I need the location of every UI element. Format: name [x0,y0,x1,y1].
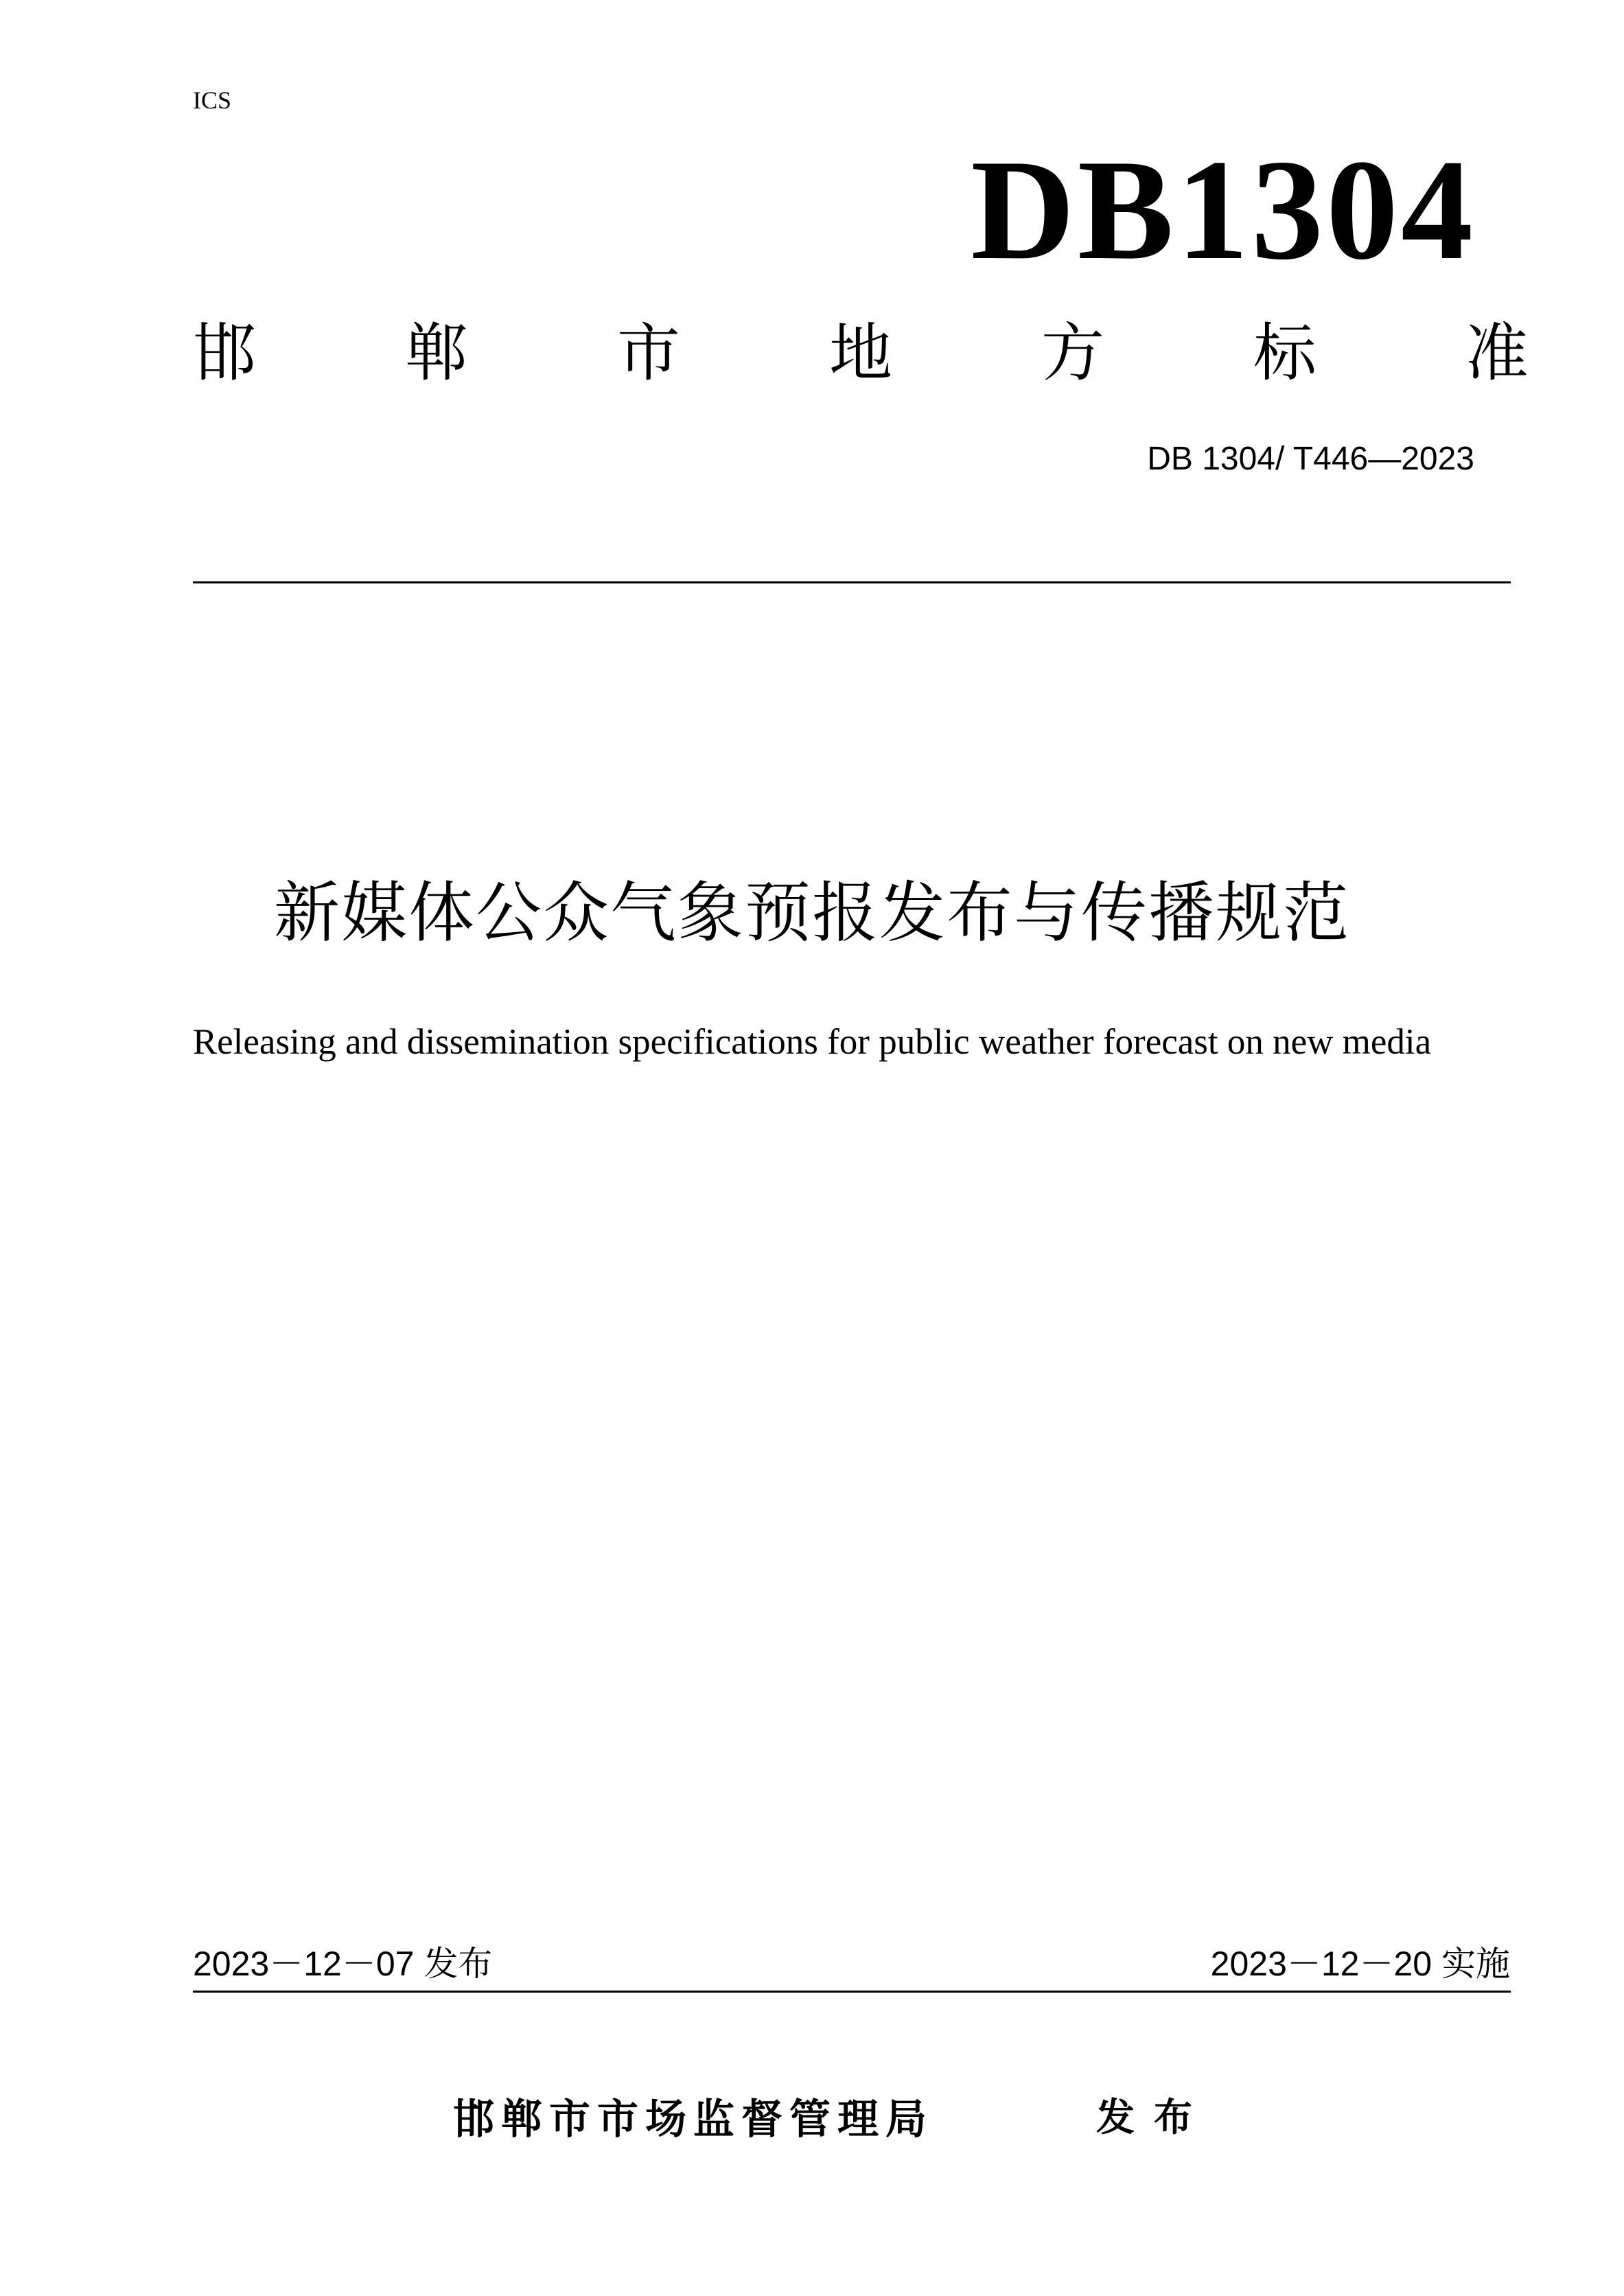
document-title-chinese: 新媒体公众气象预报发布与传播规范 [274,874,1350,951]
ics-label: ICS [193,86,232,114]
top-divider [193,581,1511,583]
standard-number: DB 1304/ T446—2023 [1147,441,1474,477]
standard-code: DB1304 [971,130,1476,290]
document-title-english: Releasing and dissemination specifications for public weather forecast on new media [192,1022,1432,1062]
standard-type-char: 标 [1253,316,1316,390]
standard-type-char: 地 [828,316,892,390]
standard-type-char: 准 [1465,316,1529,390]
standard-type-char: 市 [616,316,680,390]
standard-type-char: 邯 [193,316,257,390]
standard-type-char: 方 [1041,316,1104,390]
standard-type-char: 郸 [404,316,468,390]
bottom-divider [193,1991,1511,1993]
implementation-date: 2023－12－20 实施 [1210,1945,1510,1983]
issuing-organization: 邯郸市市场监督管理局 [453,2096,933,2144]
issuing-action: 发布 [1096,2096,1211,2140]
release-date: 2023－12－07 发布 [193,1945,493,1983]
standard-type-heading [193,316,1529,391]
